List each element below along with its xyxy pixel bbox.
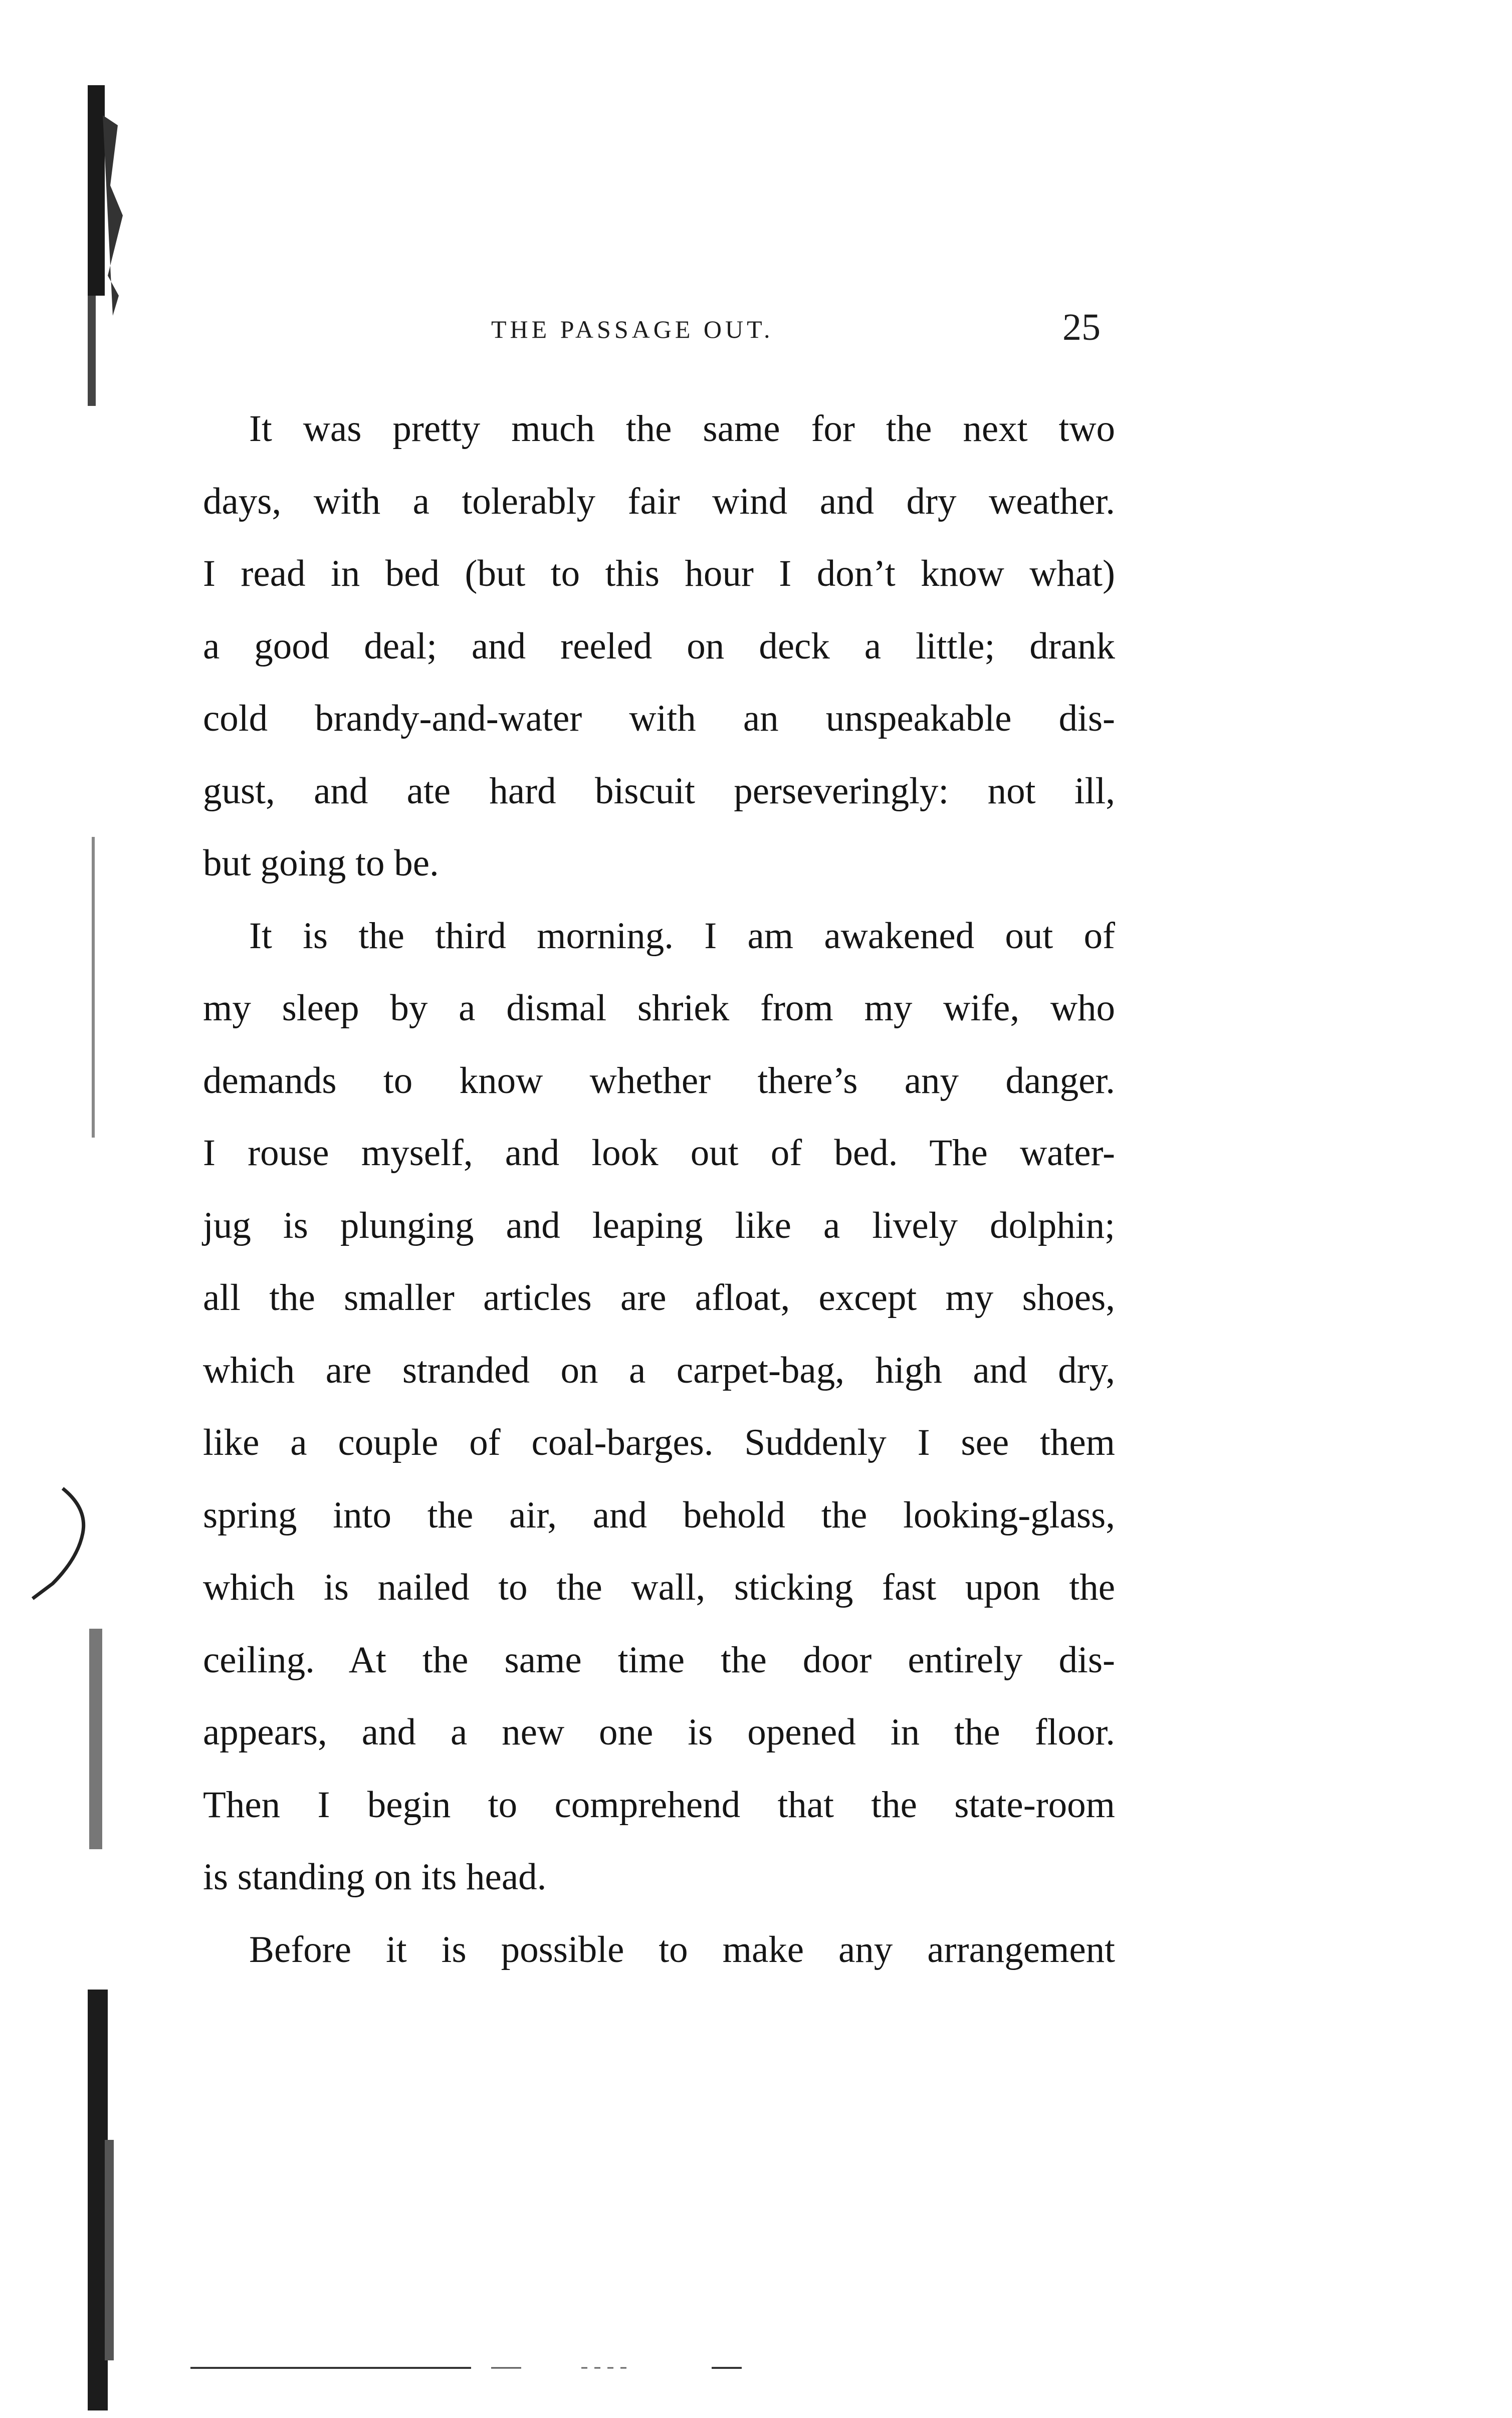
text-line: jug is plunging and leaping like a lively dolphin; xyxy=(203,1204,1115,1246)
text-line: demands to know whether there’s any danger. xyxy=(203,1059,1115,1102)
text-line: appears, and a new one is opened in the floor. xyxy=(203,1711,1115,1753)
text-line: It is the third morning. I am awakened out of xyxy=(249,915,1115,957)
text-line: days, with a tolerably fair wind and dry weather. xyxy=(203,480,1115,522)
page-number: 25 xyxy=(1062,306,1101,348)
text-line: I rouse myself, and look out of bed. The water- xyxy=(203,1132,1115,1174)
text-line: which is nailed to the wall, sticking fast upon the xyxy=(203,1567,1115,1608)
body-text xyxy=(203,393,1115,1986)
paragraph xyxy=(203,900,1115,1914)
text-line: but going to be. xyxy=(203,842,439,884)
margin-bracket-mark xyxy=(28,1483,108,1614)
text-line: I read in bed (but to this hour I don’t know what) xyxy=(203,553,1115,594)
text-line: which are stranded on a carpet-bag, high and dry, xyxy=(203,1349,1115,1391)
text-line: cold brandy-and-water with an unspeakable dis- xyxy=(203,698,1115,739)
text-line: ceiling. At the same time the door entirely dis- xyxy=(203,1639,1115,1681)
text-line: spring into the air, and behold the looking-glass, xyxy=(203,1494,1115,1536)
text-line: a good deal; and reeled on deck a little; drank xyxy=(203,625,1115,667)
text-line: all the smaller articles are afloat, except my shoes, xyxy=(203,1277,1115,1318)
text-line: like a couple of coal-barges. Suddenly I see them xyxy=(203,1422,1115,1463)
text-line: gust, and ate hard biscuit perseveringly: not ill, xyxy=(203,770,1115,812)
paragraph xyxy=(203,393,1115,900)
text-line: Then I begin to comprehend that the state-room xyxy=(203,1784,1115,1826)
paragraph xyxy=(203,1914,1115,1987)
text-line: is standing on its head. xyxy=(203,1856,547,1898)
bottom-scan-rule xyxy=(190,2365,972,2370)
text-line: Before it is possible to make any arrangement xyxy=(249,1928,1115,1970)
binding-edge-shadow xyxy=(88,85,168,2410)
text-line: my sleep by a dismal shriek from my wife, who xyxy=(203,987,1115,1029)
running-head-title: THE PASSAGE OUT. xyxy=(491,315,774,343)
text-line: It was pretty much the same for the next two xyxy=(249,408,1115,450)
